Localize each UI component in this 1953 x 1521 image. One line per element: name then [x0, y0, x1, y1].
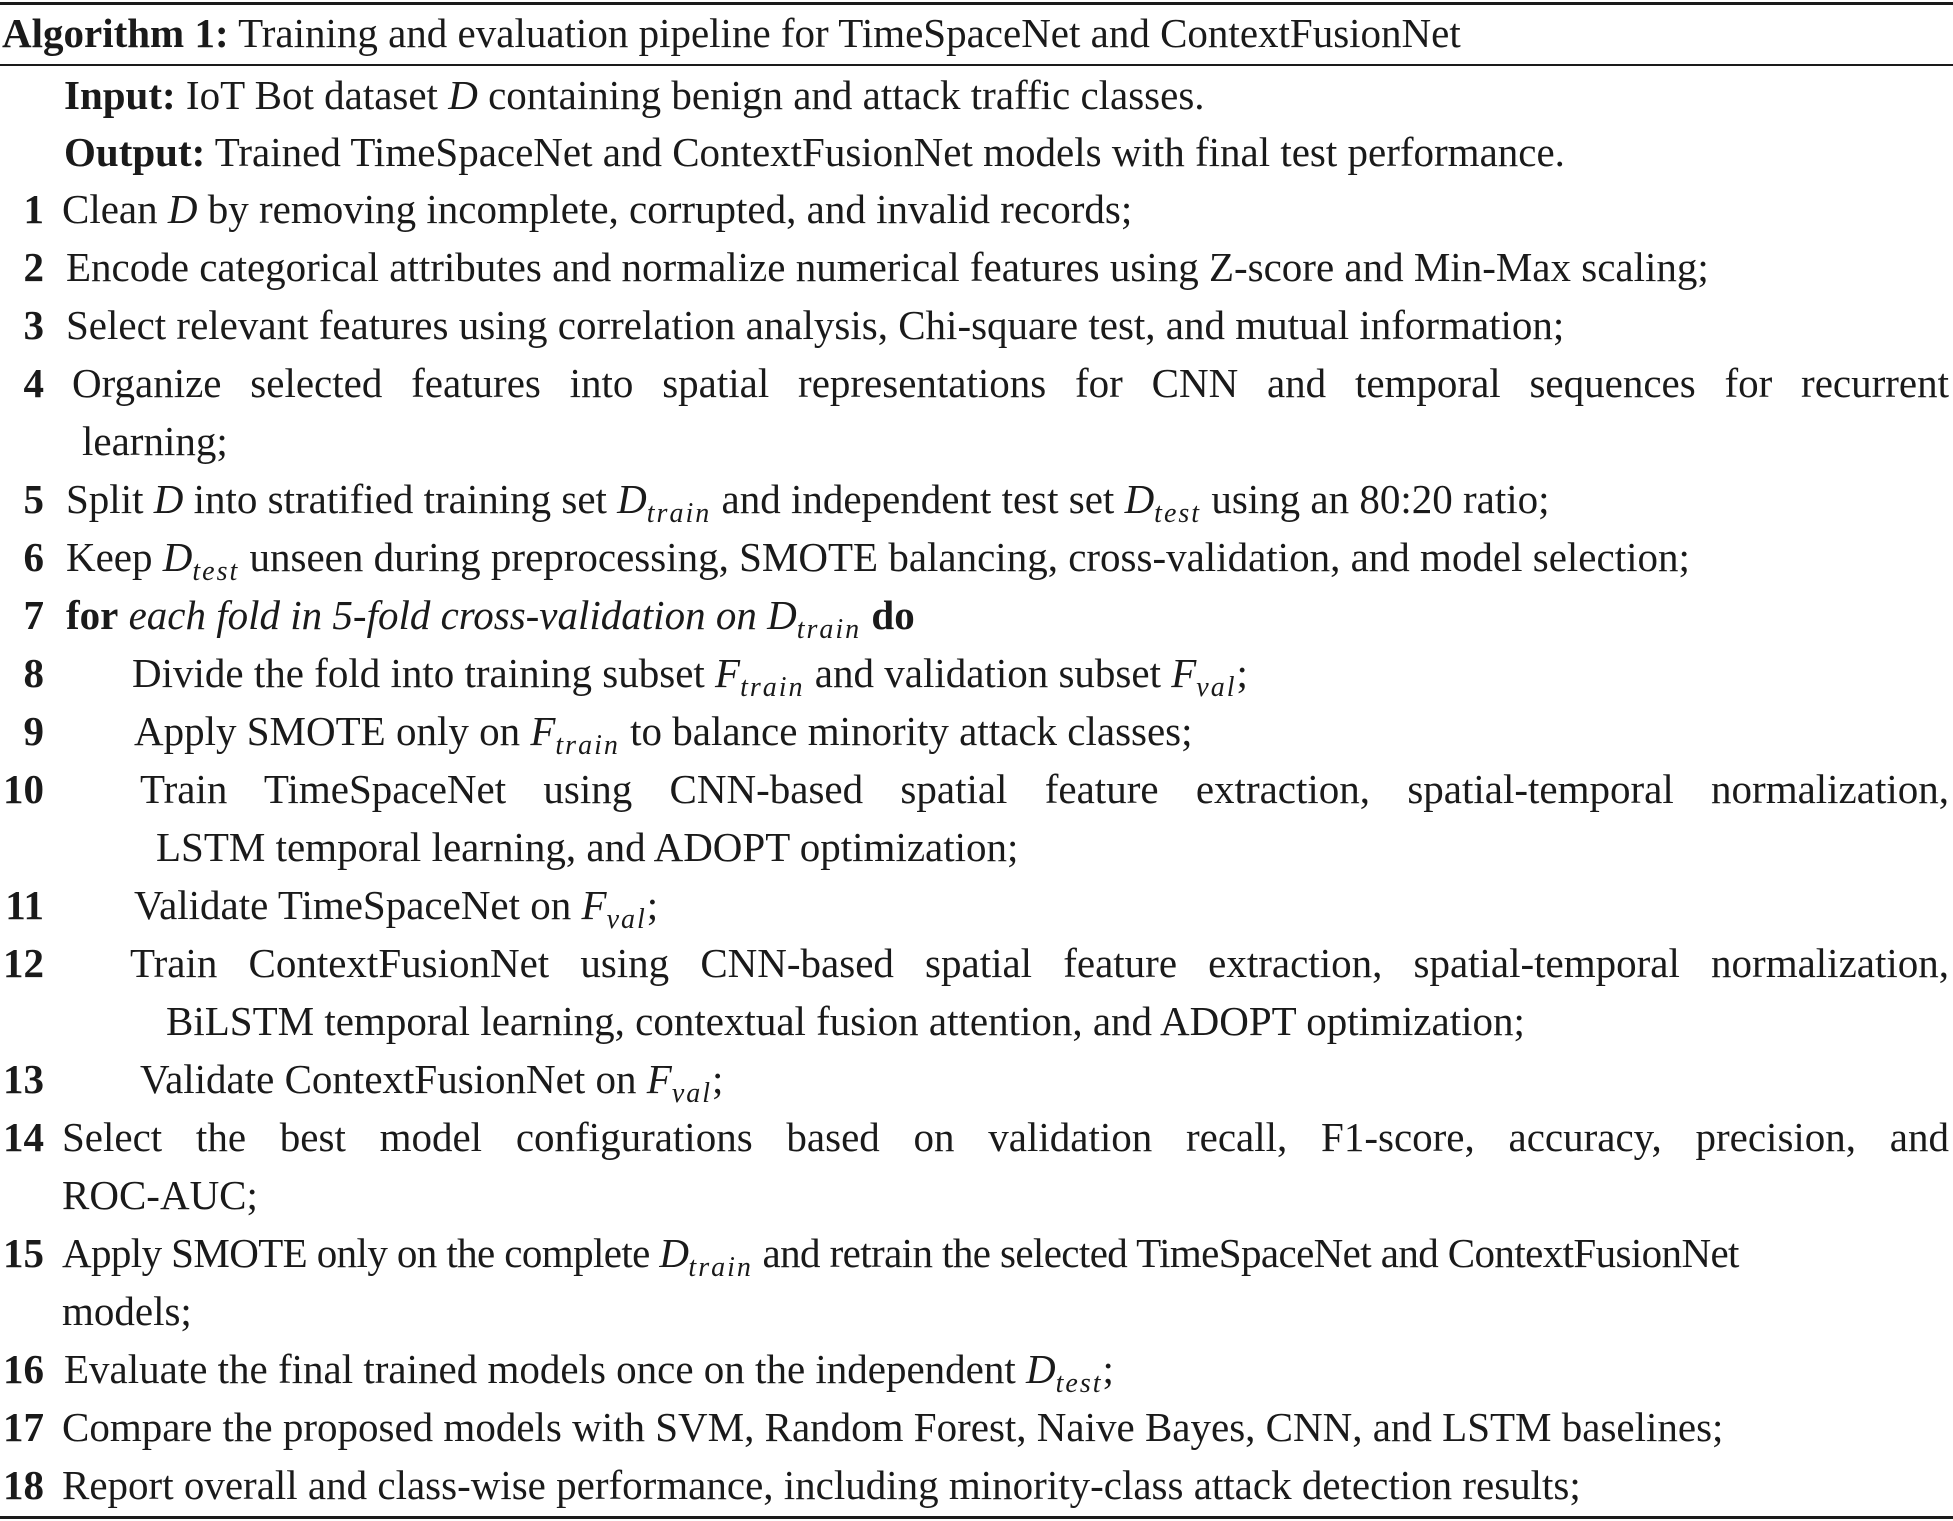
bottom-rule [0, 1516, 1953, 1519]
step-6: 6 Keep $D_{test}$ unseen during preprocessing, SMOTE balancing, cross-validation, and model selection; [0, 528, 1953, 586]
algorithm-label: Algorithm 1: [2, 10, 229, 56]
step-14: 14 Select the best model configurations based on validation recall, F1-score, accuracy, precision, and [0, 1108, 1953, 1166]
step-3: 3 Select relevant features using correlation analysis, Chi-square test, and mutual information; [0, 296, 1953, 354]
step-8: 8 Divide the fold into training subset $F_{train}$ and validation subset $F_{val}$; [0, 644, 1953, 702]
step-number: 5 [23, 476, 44, 522]
step-2: 2 Encode categorical attributes and normalize numerical features using Z-score and Min-Max scaling; [0, 238, 1953, 296]
step-4-cont: learning; [82, 418, 228, 464]
step-number: 11 [5, 882, 44, 928]
step-5: 5 Split D into stratified training set $D_{train}$ and independent test set $D_{test}$ using an 80:20 ratio; [0, 470, 1953, 528]
step-number: 13 [3, 1056, 44, 1102]
step-17: 17 Compare the proposed models with SVM, Random Forest, Naive Bayes, CNN, and LSTM baselines; [0, 1398, 1953, 1456]
step-12-cont: BiLSTM temporal learning, contextual fusion attention, and ADOPT optimization; [166, 998, 1525, 1044]
step-15-cont: models; [62, 1288, 192, 1334]
output-label: Output: [64, 129, 206, 175]
output-line: Output: Trained TimeSpaceNet and ContextFusionNet models with final test performance. [64, 129, 1565, 175]
step-9: 9 Apply SMOTE only on $F_{train}$ to balance minority attack classes; [0, 702, 1953, 760]
step-10-cont: LSTM temporal learning, and ADOPT optimization; [156, 824, 1019, 870]
step-number: 2 [23, 244, 44, 290]
step-14-cont: ROC-AUC; [62, 1172, 258, 1218]
step-number: 10 [3, 766, 44, 812]
step-number: 6 [23, 534, 44, 580]
input-label: Input: [64, 72, 176, 118]
step-number: 7 [23, 592, 44, 638]
step-number: 16 [3, 1346, 44, 1392]
step-number: 12 [3, 940, 44, 986]
step-12: 12 Train ContextFusionNet using CNN-based spatial feature extraction, spatial-temporal normalization, [0, 934, 1953, 992]
algorithm-header [2, 6, 1461, 60]
step-number: 1 [23, 186, 44, 232]
step-number: 9 [23, 708, 44, 754]
keyword-for: for [66, 592, 119, 638]
step-number: 4 [23, 360, 44, 406]
step-1: 1 Clean D by removing incomplete, corrupted, and invalid records; [0, 180, 1953, 238]
step-number: 18 [3, 1462, 44, 1508]
step-7: 7 for each fold in 5-fold cross-validation on $D_{train}$ do [0, 586, 1953, 644]
input-line: Input: IoT Bot dataset D containing benign and attack traffic classes. [64, 72, 1205, 118]
step-11: 11 Validate TimeSpaceNet on $F_{val}$; [0, 876, 1953, 934]
step-13: 13 Validate ContextFusionNet on $F_{val}$; [0, 1050, 1953, 1108]
step-10: 10 Train TimeSpaceNet using CNN-based spatial feature extraction, spatial-temporal normalization, [0, 760, 1953, 818]
step-number: 17 [3, 1404, 44, 1450]
step-number: 8 [23, 650, 44, 696]
step-15: 15 Apply SMOTE only on the complete $D_{train}$ and retrain the selected TimeSpaceNet and ContextFusionNet [0, 1224, 1953, 1282]
step-16: 16 Evaluate the final trained models once on the independent $D_{test}$; [0, 1340, 1953, 1398]
keyword-do: do [871, 592, 915, 638]
step-number: 15 [3, 1230, 44, 1276]
step-4: 4 Organize selected features into spatial representations for CNN and temporal sequences for recurrent [0, 354, 1953, 412]
step-number: 3 [23, 302, 44, 348]
step-number: 14 [3, 1114, 44, 1160]
top-rule [0, 2, 1953, 5]
step-18: 18 Report overall and class-wise performance, including minority-class attack detection results; [0, 1456, 1953, 1514]
algorithm-title: Training and evaluation pipeline for TimeSpaceNet and ContextFusionNet [238, 10, 1461, 56]
